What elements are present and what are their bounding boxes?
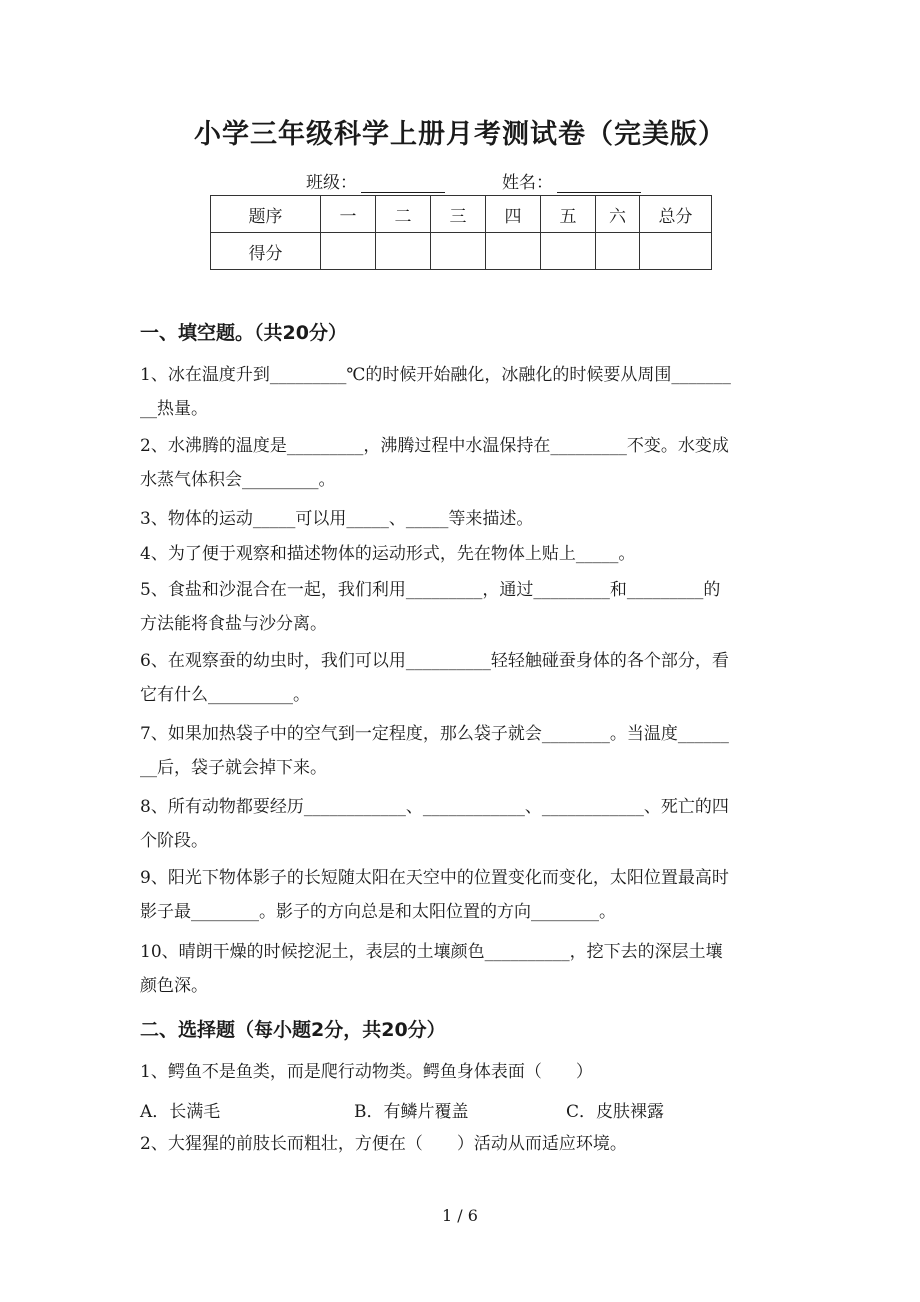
score-table-header-row bbox=[211, 196, 712, 233]
question-item bbox=[140, 429, 780, 497]
question-line: 9、阳光下物体影子的长短随太阳在天空中的位置变化而变化，太阳位置最高时 bbox=[140, 868, 729, 888]
question-line: 颜色深。 bbox=[140, 976, 208, 996]
name-blank[interactable] bbox=[557, 174, 641, 193]
question-item bbox=[140, 861, 780, 929]
table-cell: 总分 bbox=[640, 196, 712, 233]
class-label: 班级： bbox=[306, 173, 357, 193]
table-cell: 三 bbox=[431, 196, 486, 233]
score-cell[interactable] bbox=[596, 233, 640, 270]
score-cell[interactable] bbox=[321, 233, 376, 270]
option-a[interactable]: A．长满毛 bbox=[140, 1102, 221, 1122]
score-cell[interactable] bbox=[376, 233, 431, 270]
name-field bbox=[502, 168, 641, 193]
class-blank[interactable] bbox=[361, 174, 445, 193]
question-line: 影子最________。影子的方向总是和太阳位置的方向________。 bbox=[140, 902, 616, 922]
question-line: 1、冰在温度升到_________℃的时候开始融化，冰融化的时候要从周围_______ bbox=[140, 365, 731, 385]
name-label: 姓名： bbox=[502, 173, 553, 193]
question-item bbox=[140, 537, 780, 571]
table-cell: 四 bbox=[486, 196, 541, 233]
score-table-score-row bbox=[211, 233, 712, 270]
table-cell: 题序 bbox=[211, 196, 321, 233]
table-cell: 得分 bbox=[211, 233, 321, 270]
score-cell[interactable] bbox=[486, 233, 541, 270]
option-c[interactable]: C．皮肤裸露 bbox=[566, 1102, 665, 1122]
question-item bbox=[140, 358, 780, 426]
question-line: 7、如果加热袋子中的空气到一定程度，那么袋子就会________。当温度______ bbox=[140, 724, 729, 744]
question-line: 10、晴朗干燥的时候挖泥土，表层的土壤颜色__________，挖下去的深层土壤 bbox=[140, 942, 723, 962]
question-item bbox=[140, 502, 780, 536]
question-line: 方法能将食盐与沙分离。 bbox=[140, 614, 327, 634]
question-item bbox=[140, 1055, 780, 1089]
question-line: __热量。 bbox=[140, 399, 208, 419]
question-item bbox=[140, 790, 780, 858]
question-line: 水蒸气体积会_________。 bbox=[140, 470, 336, 490]
score-cell[interactable] bbox=[541, 233, 596, 270]
question-line: 1、鳄鱼不是鱼类，而是爬行动物类。鳄鱼身体表面（ ） bbox=[140, 1062, 593, 1082]
question-item bbox=[140, 573, 780, 641]
question-line: 个阶段。 bbox=[140, 831, 208, 851]
section-heading-choice: 二、选择题（每小题2分，共20分） bbox=[140, 1019, 446, 1041]
question-item bbox=[140, 935, 780, 1003]
question-item bbox=[140, 1127, 780, 1161]
score-cell[interactable] bbox=[640, 233, 712, 270]
question-item bbox=[140, 644, 780, 712]
table-cell: 二 bbox=[376, 196, 431, 233]
page-title: 小学三年级科学上册月考测试卷（完美版） bbox=[194, 119, 726, 150]
option-b[interactable]: B．有鳞片覆盖 bbox=[354, 1102, 469, 1122]
question-line: 2、水沸腾的温度是_________，沸腾过程中水温保持在_________不变。水变成 bbox=[140, 436, 729, 456]
score-cell[interactable] bbox=[431, 233, 486, 270]
question-item bbox=[140, 717, 780, 785]
score-table bbox=[210, 195, 712, 270]
table-cell: 五 bbox=[541, 196, 596, 233]
question-line: 6、在观察蚕的幼虫时，我们可以用__________轻轻触碰蚕身体的各个部分，看 bbox=[140, 651, 729, 671]
question-line: 3、物体的运动_____可以用_____、_____等来描述。 bbox=[140, 509, 534, 529]
table-cell: 一 bbox=[321, 196, 376, 233]
question-line: 2、大猩猩的前肢长而粗壮，方便在（ ）活动从而适应环境。 bbox=[140, 1134, 627, 1154]
class-field bbox=[306, 168, 445, 193]
question-line: 它有什么__________。 bbox=[140, 685, 310, 705]
question-line: 8、所有动物都要经历____________、____________、____________、死亡的四 bbox=[140, 797, 729, 817]
page-number: 1 / 6 bbox=[442, 1206, 478, 1225]
table-cell: 六 bbox=[596, 196, 640, 233]
question-line: 4、为了便于观察和描述物体的运动形式，先在物体上贴上_____。 bbox=[140, 544, 636, 564]
question-line: 5、食盐和沙混合在一起，我们利用_________，通过_________和_________的 bbox=[140, 580, 721, 600]
section-heading-fill-in: 一、填空题。（共20分） bbox=[140, 322, 347, 344]
question-line: __后，袋子就会掉下来。 bbox=[140, 758, 327, 778]
